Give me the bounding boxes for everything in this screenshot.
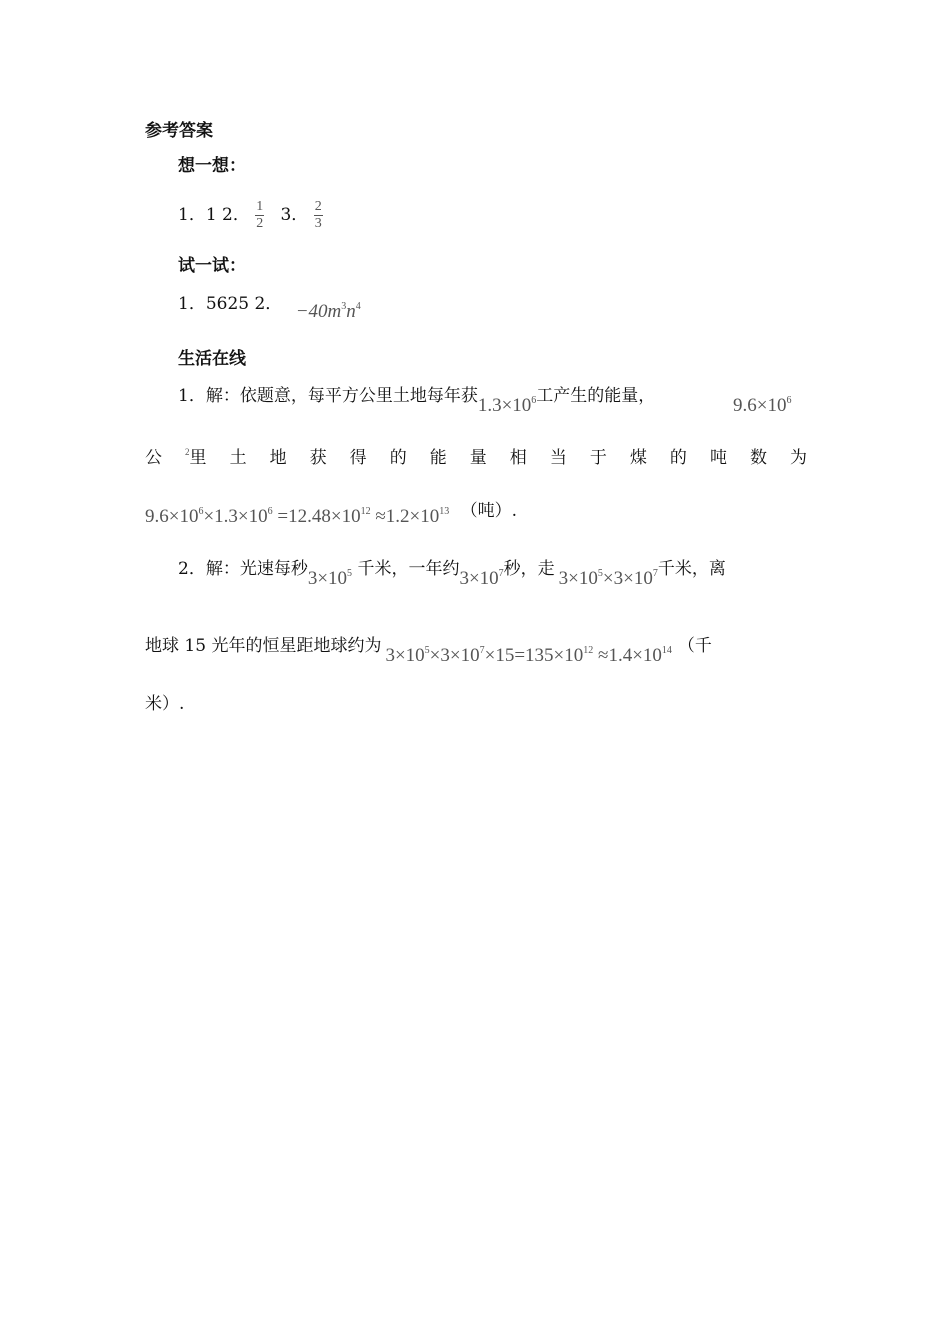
char: 的: [669, 448, 687, 468]
text-run: 秒，走: [503, 559, 555, 579]
math-term: 9.6×10: [145, 506, 199, 527]
math-term: ×15=135×10: [484, 645, 584, 666]
expr-term: n: [346, 301, 356, 322]
math-expression: [733, 394, 791, 418]
exponent: 5: [424, 645, 430, 656]
think-answer-3-label: 3．: [280, 205, 309, 225]
math-term: ×1.3×10: [203, 506, 268, 527]
math-term: 9.6×10: [733, 395, 787, 416]
heading-try: 试一试：: [178, 256, 246, 276]
text-run: 千米，离: [657, 559, 726, 579]
exponent: 4: [355, 301, 361, 312]
math-term: ×3×10: [602, 568, 653, 589]
math-term: 3×10: [307, 568, 348, 589]
fraction-denominator: 2: [256, 216, 264, 231]
char: 于: [589, 448, 607, 468]
life-p2-line1: [178, 557, 726, 589]
life-p2-line3: [145, 692, 184, 716]
text-run: 地球 15 光年的恒星距地球约为: [145, 636, 382, 656]
char: 当: [549, 448, 567, 468]
exponent: 6: [198, 506, 204, 517]
text-run: 米）.: [145, 694, 185, 714]
fraction-two-thirds: [314, 199, 323, 232]
exponent: 7: [498, 568, 504, 579]
char-with-sup: [185, 446, 207, 470]
think-answers: [178, 196, 323, 234]
fraction-one-half: [255, 199, 264, 232]
exponent: 6: [531, 395, 537, 406]
text-run: 千米，一年约: [357, 559, 460, 579]
math-expression: [145, 506, 449, 527]
char: 量: [469, 448, 487, 468]
exponent: 13: [439, 506, 450, 517]
char: 土: [229, 448, 247, 468]
math-expression: [478, 395, 536, 416]
exponent: 12: [360, 506, 371, 517]
think-answer-1-2-label: 1．1 2．: [178, 205, 250, 225]
text-run: （吨）.: [460, 501, 518, 521]
math-expression: [559, 568, 658, 589]
char: 得: [349, 448, 367, 468]
heading-life: 生活在线: [178, 349, 246, 369]
try-answer-label: 1．5625 2．: [178, 294, 283, 314]
char: 数: [749, 448, 767, 468]
try-answers: [178, 292, 361, 322]
math-term: 3×10: [459, 568, 499, 589]
math-expression: [308, 568, 352, 589]
math-expression: [385, 645, 671, 666]
math-term: ≈1.4×10: [598, 645, 662, 666]
char: 为: [790, 448, 807, 468]
exponent: 6: [267, 506, 273, 517]
life-p1-line1: [178, 384, 656, 416]
fraction-numerator: 1: [256, 199, 264, 214]
char: 公: [145, 448, 162, 468]
char: 相: [509, 448, 527, 468]
char: 的: [389, 448, 407, 468]
math-expression: [459, 568, 503, 589]
life-p2-line2: [145, 634, 712, 666]
math-term: ≈1.2×10: [375, 506, 440, 527]
exponent: 5: [347, 568, 353, 579]
heading-think: 想一想：: [178, 156, 246, 176]
exponent: 7: [652, 568, 658, 579]
math-term: 3×10: [558, 568, 598, 589]
char: 能: [429, 448, 447, 468]
text-run: 工产生的能量，: [536, 386, 656, 406]
life-p1-line2: [145, 446, 807, 470]
exponent: 7: [479, 645, 485, 656]
char: 地: [269, 448, 287, 468]
char: 煤: [629, 448, 647, 468]
fraction-numerator: 2: [314, 199, 322, 214]
math-term: 1.3×10: [477, 395, 532, 416]
exponent: 5: [597, 568, 603, 579]
math-term: 3×10: [385, 645, 425, 666]
exponent: 2: [185, 447, 190, 457]
fraction-denominator: 3: [314, 216, 322, 231]
text-run: 2．解：光速每秒: [178, 559, 308, 579]
expr-term: −40m: [295, 301, 342, 322]
try-expression: [296, 301, 361, 322]
math-term: ×3×10: [429, 645, 480, 666]
text-run: 1．解：依题意，每平方公里土地每年获: [178, 386, 478, 406]
exponent: 12: [583, 645, 594, 656]
text-run: （千: [677, 636, 712, 656]
exponent: 3: [341, 301, 347, 312]
page-title: 参考答案: [145, 121, 213, 141]
life-p1-line3: [145, 501, 518, 529]
math-term: =12.48×10: [277, 506, 361, 527]
exponent: 14: [661, 645, 672, 656]
exponent: 6: [786, 395, 792, 406]
char: 吨: [709, 448, 727, 468]
char: 获: [309, 448, 327, 468]
char: 里: [189, 448, 207, 468]
